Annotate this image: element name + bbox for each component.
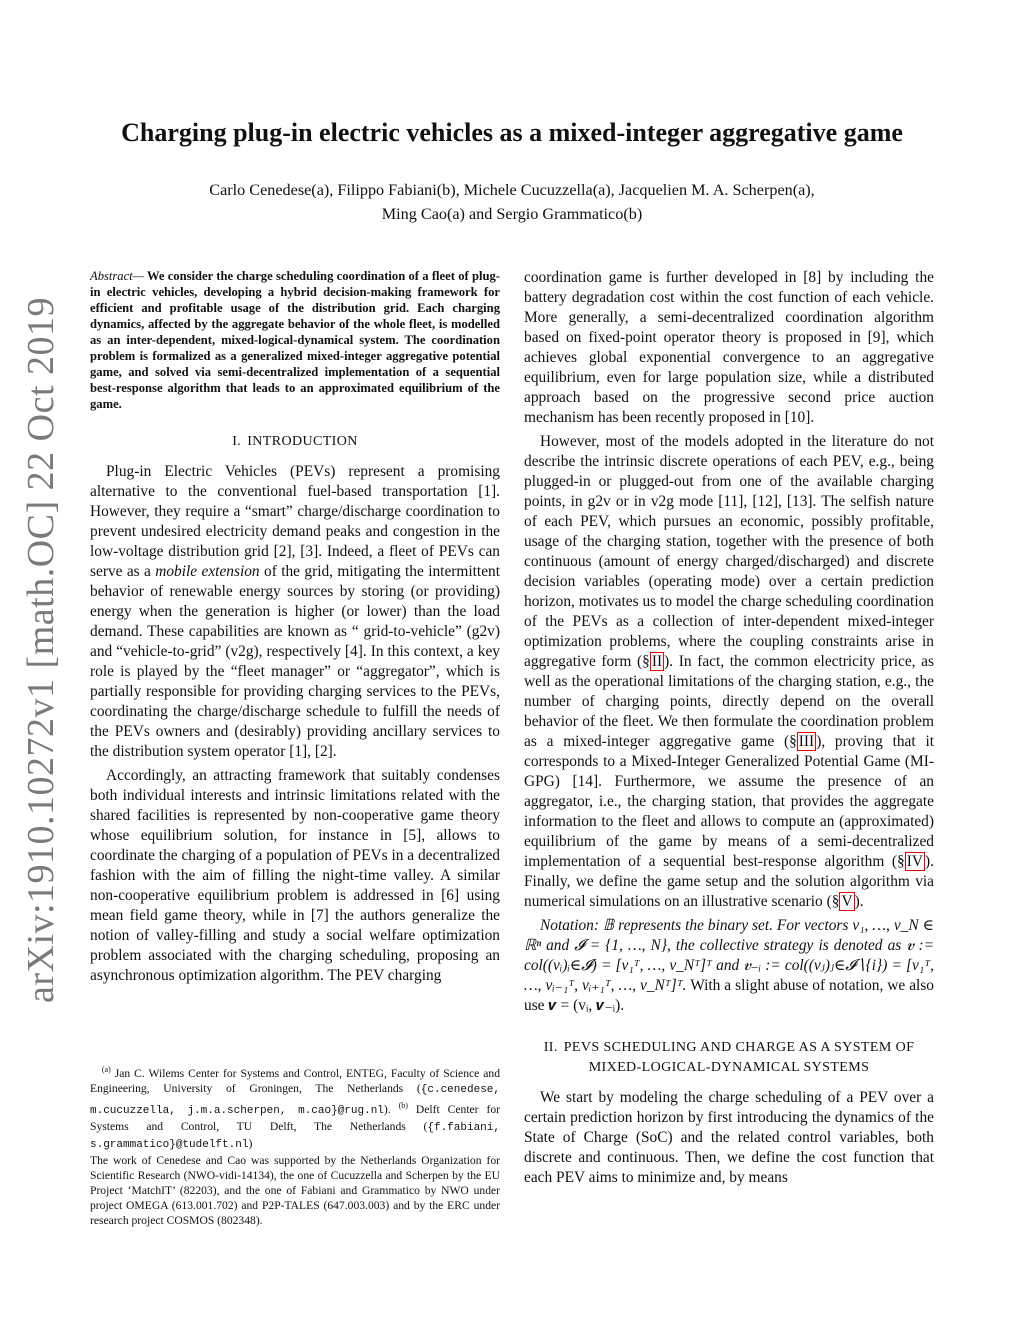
- footnote-b-emails: {f.fabiani, s.grammatico}@tudelft.nl: [90, 1121, 500, 1151]
- section-2-title-line-2: MIXED-LOGICAL-DYNAMICAL SYSTEMS: [588, 1060, 870, 1075]
- intro-p4-text-a: However, most of the models adopted in the literature do not describe the intrinsic discrete operations of each PEV, e.g., being plugged-in or plugged-out from one of the available charging points, in g2v or in v2g mode [11], [12], [13]. The selfish nature of each PEV, which pursues an economic, possibly profitable, usage of the charging station, together with the presence of both continuous (amount of energy charged/discharged) and discrete decision variables (operating mode) over a certain prediction horizon, motivates us to model the charge scheduling coordination of the PEVs as a collection of inter-dependent mixed-integer optimization problems, where the coupling constraints arise in aggregative form (§: [524, 433, 934, 670]
- footnote-a-close: ).: [383, 1102, 391, 1116]
- notation-abuse: With a slight abuse of notation, we also use 𝒗 = (vᵢ, 𝒗₋ᵢ).: [524, 977, 934, 1014]
- arxiv-identifier: arXiv:1910.10272v1 [math.OC] 22 Oct 2019: [20, 296, 62, 1004]
- left-column: [90, 268, 500, 986]
- section-1-number: I.: [232, 434, 242, 449]
- section-ref-link[interactable]: V: [841, 893, 853, 910]
- footnote-affiliations: [90, 1062, 500, 1153]
- abstract-text: We consider the charge scheduling coordination of a fleet of plug-in electric vehicles, developing a hybrid decision-making framework for efficient and profitable usage of the distribution grid. Each charging dynamics, affected by the aggregate behavior of the whole fleet, is modelled as an inter-dependent, mixed-logical-dynamical system. The coordination problem is formalized as a generalized mixed-integer aggregative potential game, and solved via semi-decentralized implementation of a sequential best-response algorithm that leads to an approximated equilibrium of the game.: [90, 269, 500, 411]
- arxiv-sidebar: [18, 296, 64, 1004]
- section-1-heading: [90, 432, 500, 452]
- footnote-mark-b: (b): [398, 1100, 408, 1110]
- notation-paragraph: [524, 916, 934, 1016]
- author-line-2: Ming Cao(a) and Sergio Grammatico(b): [381, 205, 643, 223]
- section-2-paragraph-1: We start by modeling the charge scheduling of a PEV over a certain prediction horizon by first introducing the dynamics of the State of Charge (SoC) and the related control variables, both discrete and continuous. Then, we define the cost function that each PEV aims to minimize and, by means: [524, 1089, 934, 1186]
- intro-p4-text-e: ).: [854, 893, 864, 910]
- section-2-title-a: PEVS SCHEDULING AND CHARGE AS A SYSTEM OF: [563, 1040, 915, 1055]
- intro-paragraph-3: coordination game is further developed in [8] by including the battery degradation cost within the cost function of each vehicle. More generally, a semi-decentralized coordination algorithm based on fixed-point operator theory is proposed in [9], which achieves global exponential convergence to an aggregative equilibrium, even for large population size, while a distributed approach based on the progressive second price auction mechanism has been recently proposed in [10].: [524, 269, 934, 426]
- abstract-lead: Abstract—: [90, 269, 144, 283]
- notation-text: 𝔹 represents the binary set. For vectors v₁, …, v_N ∈ ℝⁿ and 𝓘 = {1, …, N}, the collective strategy is denoted as 𝒗 := col((vᵢ)ᵢ∈𝓘) = [v₁ᵀ, …, v_Nᵀ]ᵀ and 𝒗₋ᵢ := col((vⱼ)ⱼ∈𝓘∖{i}) = [v₁ᵀ, …, vᵢ₋₁ᵀ, vᵢ₊₁ᵀ, …, v_Nᵀ]ᵀ.: [524, 917, 934, 994]
- intro-p4-text-d: ). Finally, we define the game setup and the solution algorithm via numerical simulations on an illustrative scenario (§: [524, 853, 934, 910]
- intro-p4-text-b: ). In fact, the common electricity price, as well as the operational limitations of the charging station, e.g., the number of charging points, directly depend on the overall behavior of the fleet. We then formulate the coordination problem as a mixed-integer aggregative game (§: [524, 653, 934, 750]
- intro-paragraph-1: [90, 462, 500, 762]
- section-2-number: II.: [543, 1040, 558, 1055]
- intro-p1-text-b: of the grid, mitigating the intermittent behavior of renewable energy sources by storing (or providing) energy when the generation is higher (or lower) than the load demand. These capabilities are known as “ grid-to-vehicle” (g2v) and “vehicle-to-grid” (v2g), respectively [4]. In this context, a key role is played by the “fleet manager” or “aggregator”, which is partially responsible for providing charging services to the PEVs, coordinating the charge/discharge schedule to fulfill the needs of the PEVs owners and (desirably) providing ancillary services to the distribution system operator [1], [2].: [90, 563, 501, 760]
- section-1-title: INTRODUCTION: [247, 434, 358, 449]
- paper-title: Charging plug-in electric vehicles as a mixed-integer aggregative game: [121, 118, 903, 147]
- abstract: [90, 268, 500, 412]
- intro-p4-text-c: ), proving that it corresponds to a Mixed-Integer Generalized Potential Game (MI-GPG) [14]. Furthermore, we assume the presence of an aggregator, i.e., the charging station, that provides the aggregate information to the fleet and allows to compute an (approximated) equilibrium of the game by means of a semi-decentralized implementation of a sequential best-response algorithm (§: [524, 733, 934, 870]
- footnote-a-text: Jan C. Wilems Center for Systems and Control, ENTEG, Faculty of Science and Engineering, University of Groningen, The Netherlands (: [90, 1066, 500, 1095]
- intro-paragraph-4: [524, 432, 934, 912]
- footnote-b-text: Delft Center for Systems and Control, TU Delft, The Netherlands (: [90, 1102, 500, 1133]
- section-ref-link[interactable]: III: [798, 733, 815, 750]
- section-2-title-line-1: [524, 1038, 934, 1058]
- footnote: [90, 1062, 500, 1228]
- intro-paragraph-2: Accordingly, an attracting framework that suitably condenses both individual interests and intrinsic limitations related with the shared facilities is represented by non-cooperative game theory whose equilibrium solution, for instance in [5], allows to coordinate the charging of a population of PEVs in a decentralized fashion with the aim of filling the night-time valley. A similar non-cooperative equilibrium problem is addressed in [6] using mean field game theory, while in [7] the authors generalize the notion of valley-filling and study a social welfare optimization problem associated with the charging scheduling, proposing an asynchronous optimization algorithm. The PEV charging: [90, 767, 500, 984]
- footnote-mark-a: (a): [101, 1065, 111, 1074]
- author-list: [100, 178, 924, 226]
- author-line-1: Carlo Cenedese(a), Filippo Fabiani(b), Michele Cucuzzella(a), Jacquelien M. A. Scherpen(a),: [209, 181, 815, 199]
- section-2-heading: [524, 1038, 934, 1078]
- intro-p1-text-a: Plug-in Electric Vehicles (PEVs) represent a promising alternative to the conventional fuel-based transportation [1]. However, they require a “smart” charge/discharge coordination to prevent undesired electricity demand peaks and congestion in the low-voltage distribution grid [2], [3]. Indeed, a fleet of PEVs can serve as a: [90, 463, 500, 580]
- footnote-b-close: ): [248, 1136, 253, 1150]
- section-ref-link[interactable]: II: [651, 653, 663, 670]
- footnote-a-emails: {c.cenedese, m.cucuzzella, j.m.a.scherpen, m.cao}@rug.nl: [90, 1083, 500, 1117]
- section-ref-link[interactable]: IV: [906, 853, 924, 870]
- notation-label: Notation:: [540, 917, 599, 934]
- right-column: [524, 268, 934, 1188]
- intro-p1-emphasis: mobile extension: [155, 563, 260, 580]
- footnote-funding: The work of Cenedese and Cao was supported by the Netherlands Organization for Scientific Research (NWO-vidi-14134), the one of Cucuzzella and Scherpen by the EU Project ‘MatchIT’ (82203), and the one of Fabiani and Grammatico by NWO under project OMEGA (613.001.702) and P2P-TALES (647.003.003) and by the ERC under research project COSMOS (802348).: [90, 1153, 500, 1227]
